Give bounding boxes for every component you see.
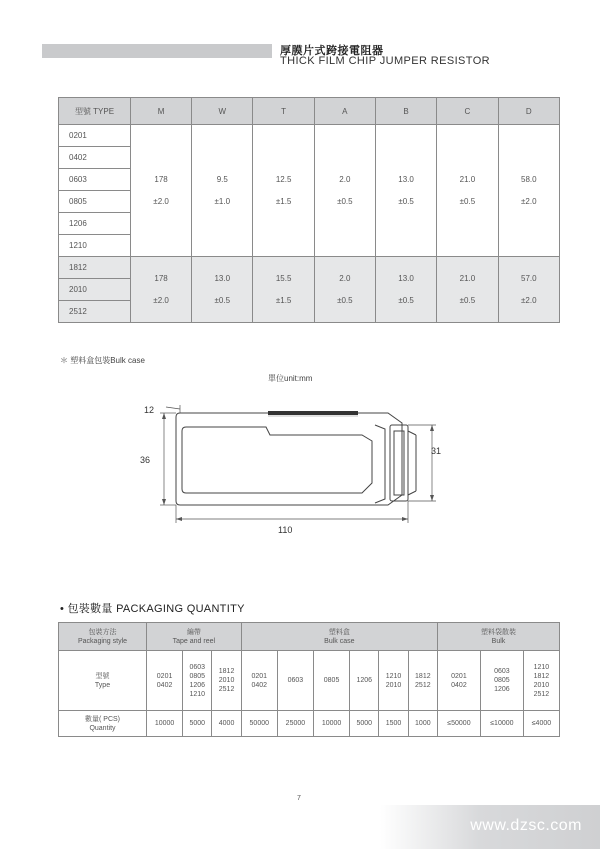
unit-note: 單位unit:mm (268, 374, 313, 383)
bulk-case-drawing (140, 395, 450, 545)
value-cell: 21.0 ±0.5 (437, 125, 498, 257)
type-cell: 0201 0402 (147, 651, 183, 711)
packaging-title: • 包裝數量 PACKAGING QUANTITY (60, 603, 245, 615)
type-cell: 0805 (313, 651, 349, 711)
col-header: A (314, 98, 375, 125)
type-cell: 0201 0402 (241, 651, 277, 711)
value-cell: 13.0 ±0.5 (375, 257, 436, 323)
type-cell: 2512 (59, 301, 131, 323)
bulk-case-note: ＊ 塑料盒包裝Bulk case (60, 356, 145, 365)
type-cell: 0603 0805 1206 1210 (183, 651, 212, 711)
case-window (182, 427, 372, 493)
type-cell: 0402 (59, 147, 131, 169)
value-cell: 2.0 ±0.5 (314, 257, 375, 323)
type-cell: 0603 0805 1206 (480, 651, 523, 711)
packaging-table (58, 622, 560, 737)
dim-left-label: 36 (140, 455, 151, 465)
case-end-cap (390, 425, 408, 501)
value-cell: 12.5 ±1.5 (253, 125, 314, 257)
type-cell: 1206 (59, 213, 131, 235)
style-label-cell: 包裝方法 Packaging style (59, 623, 147, 651)
quantity-cell: 25000 (277, 711, 313, 737)
type-cell: 0603 (277, 651, 313, 711)
title-english: THICK FILM CHIP JUMPER RESISTOR (280, 55, 491, 67)
dim-bottom-label: 110 (278, 525, 293, 535)
type-cell: 0201 (59, 125, 131, 147)
type-label-cell: 型號 Type (59, 651, 147, 711)
watermark-text: www.dzsc.com (470, 817, 582, 834)
value-cell: 178 ±2.0 (131, 125, 192, 257)
quantity-cell: 1000 (408, 711, 437, 737)
col-header: W (192, 98, 253, 125)
value-cell: 15.5 ±1.5 (253, 257, 314, 323)
tape-reel-header: 編帶 Tape and reel (147, 623, 242, 651)
dim-right-label: 31 (431, 446, 442, 456)
title-chinese: 厚膜片式跨接電阻器 (280, 44, 384, 57)
page-number: 7 (297, 795, 301, 802)
col-header: B (375, 98, 436, 125)
quantity-cell: 1500 (379, 711, 408, 737)
col-header: T (253, 98, 314, 125)
value-cell: 2.0 ±0.5 (314, 125, 375, 257)
case-top-strip (268, 411, 358, 415)
type-cell: 1812 (59, 257, 131, 279)
col-header: C (437, 98, 498, 125)
dimension-table-header (59, 98, 560, 125)
type-cell: 0805 (59, 191, 131, 213)
table-row (59, 125, 560, 147)
header-bar (42, 44, 272, 58)
quantity-cell: 4000 (212, 711, 241, 737)
type-cell: 0201 0402 (437, 651, 480, 711)
quantity-cell: 5000 (350, 711, 379, 737)
quantity-cell: 10000 (313, 711, 349, 737)
value-cell: 57.0 ±2.0 (498, 257, 559, 323)
value-cell: 178 ±2.0 (131, 257, 192, 323)
dimension-table (58, 97, 560, 323)
quantity-cell: ≤4000 (523, 711, 559, 737)
type-cell: 1812 2512 (408, 651, 437, 711)
quantity-cell: ≤50000 (437, 711, 480, 737)
value-cell: 13.0 ±0.5 (375, 125, 436, 257)
table-row (59, 257, 560, 279)
type-cell: 1210 1812 2010 2512 (523, 651, 559, 711)
bulk-case-header: 塑料盒 Bulk case (241, 623, 437, 651)
col-header: 型號 TYPE (59, 98, 131, 125)
quantity-cell: 5000 (183, 711, 212, 737)
type-cell: 1206 (350, 651, 379, 711)
type-cell: 0603 (59, 169, 131, 191)
packaging-quantity-row (59, 711, 560, 737)
value-cell: 21.0 ±0.5 (437, 257, 498, 323)
value-cell: 58.0 ±2.0 (498, 125, 559, 257)
type-cell: 1210 (59, 235, 131, 257)
bulk-header: 塑料袋散裝 Bulk (437, 623, 559, 651)
quantity-label-cell: 數量( PCS) Quantity (59, 711, 147, 737)
packaging-header-row (59, 623, 560, 651)
dim-top-label: 12 (144, 405, 155, 415)
col-header: D (498, 98, 559, 125)
value-cell: 13.0 ±0.5 (192, 257, 253, 323)
watermark (380, 805, 600, 849)
packaging-type-row (59, 651, 560, 711)
type-cell: 1812 2010 2512 (212, 651, 241, 711)
value-cell: 9.5 ±1.0 (192, 125, 253, 257)
quantity-cell: 10000 (147, 711, 183, 737)
quantity-cell: 50000 (241, 711, 277, 737)
type-cell: 2010 (59, 279, 131, 301)
quantity-cell: ≤10000 (480, 711, 523, 737)
type-cell: 1210 2010 (379, 651, 408, 711)
col-header: M (131, 98, 192, 125)
